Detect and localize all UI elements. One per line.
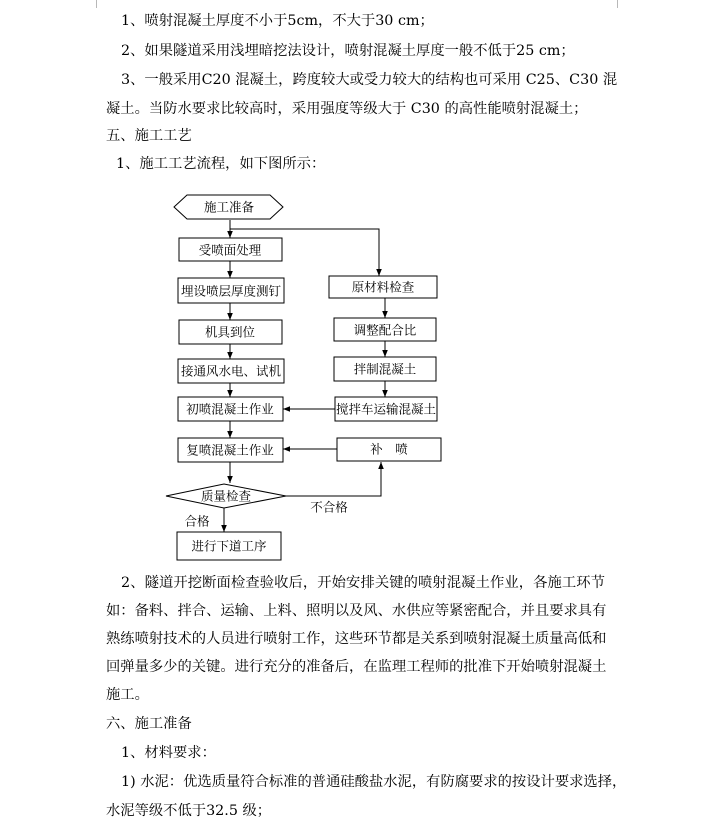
connect-utilities-label: 接通风水电、试机 [180,363,282,379]
initial-spray-label: 初喷混凝土作业 [186,401,274,417]
paragraph-shallow-tunnel: 2、如果隧道采用浅埋暗挖法设计，喷射混凝土厚度一般不低于25 cm； [121,43,575,59]
paragraph-concrete-grade-line2: 凝土。当防水要求比较高时，采用强度等级大于 C30 的高性能喷射混凝土； [106,101,588,117]
surface-treatment-label: 受喷面处理 [198,242,262,258]
paragraph-process-intro: 1、施工工艺流程，如下图所示： [116,156,326,172]
paragraph-spray-arrangement-line1: 2、隧道开挖断面检查验收后，开始安排关键的喷射混凝土作业，各施工环节 [121,575,605,591]
pass-label: 合格 [184,513,210,529]
section-heading-6: 六、施工准备 [106,716,192,732]
paragraph-material-requirements: 1、材料要求： [121,745,216,761]
equipment-ready-label: 机具到位 [204,324,256,340]
fail-label: 不合格 [310,499,348,515]
arrow-fail-to-supplement [286,462,381,496]
paragraph-spray-arrangement-line4: 回弹量多少的关键。进行充分的准备后，在监理工程师的批准下开始喷射混凝土 [106,659,607,675]
quality-check-label: 质量检查 [200,488,252,504]
embed-pins-label: 埋设喷层厚度测钉 [180,283,282,299]
paragraph-spray-arrangement-line5: 施工。 [106,687,149,703]
mix-concrete-label: 拌制混凝土 [353,361,417,377]
paragraph-thickness-limit: 1、喷射混凝土厚度不小于5cm，不大于30 cm； [121,13,434,29]
paragraph-spray-arrangement-line2: 如：备料、拌合、运输、上料、照明以及风、水供应等紧密配合，并且要求具有 [106,603,607,619]
paragraph-cement-line1: 1) 水泥：优选质量符合标准的普通硅酸盐水泥，有防腐要求的按设计要求选择， [121,774,627,790]
material-check-label: 原材料检查 [351,279,415,295]
paragraph-cement-line2: 水泥等级不低于32.5 级； [106,803,272,819]
adjust-mix-ratio-label: 调整配合比 [353,322,417,338]
start-node-label: 施工准备 [203,199,255,215]
next-process-label: 进行下道工序 [191,538,267,554]
second-spray-label: 复喷混凝土作业 [186,442,274,458]
supplement-spray-label: 补 喷 [370,441,408,457]
paragraph-concrete-grade-line1: 3、一般采用C20 混凝土，跨度较大或受力较大的结构也可采用 C25、C30 混 [121,72,618,88]
section-heading-5: 五、施工工艺 [106,128,192,144]
paragraph-spray-arrangement-line3: 熟练喷射技术的人员进行喷射工作，这些环节都是关系到喷射混凝土质量高低和 [106,631,607,647]
transport-concrete-label: 搅拌车运输混凝土 [335,401,437,417]
